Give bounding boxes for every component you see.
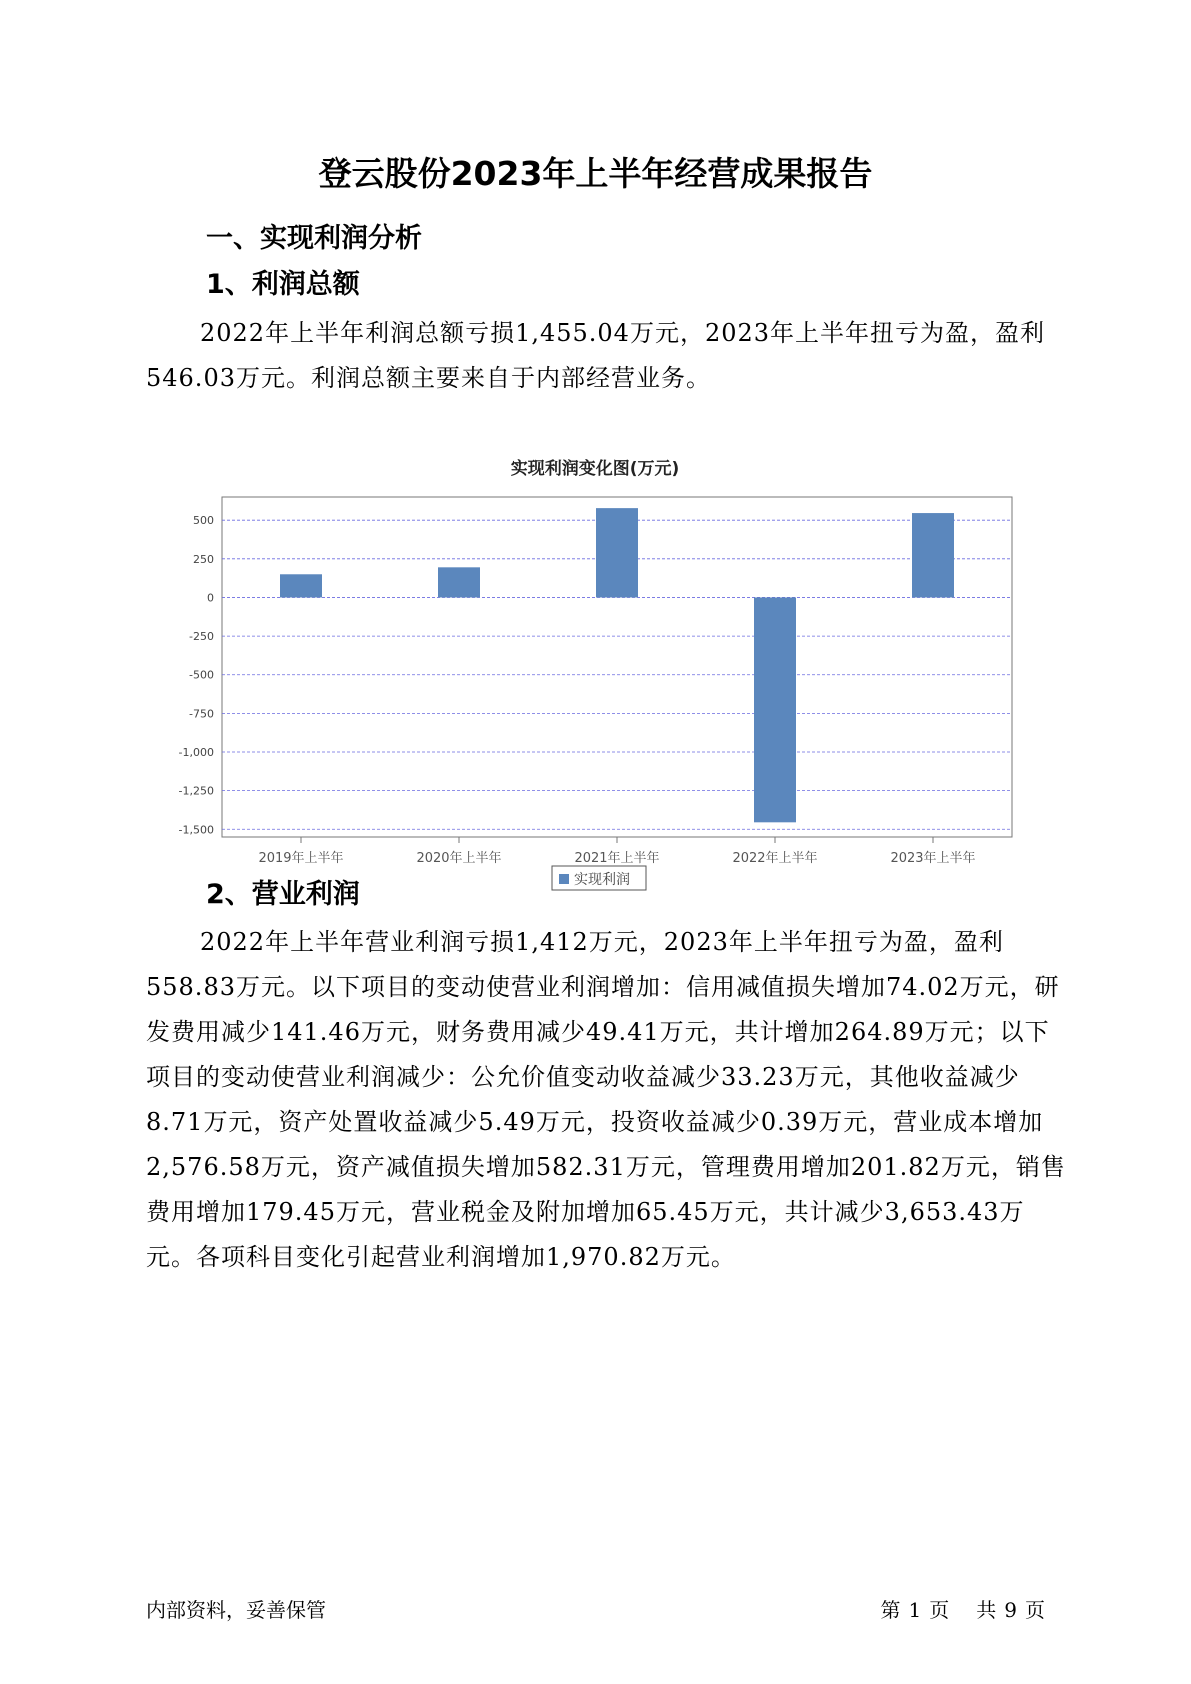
section-heading-profit-analysis: 一、实现利润分析 <box>206 223 422 254</box>
y-tick-label: 0 <box>207 591 214 605</box>
legend-swatch <box>559 874 569 884</box>
x-tick-label: 2019年上半年 <box>258 851 344 866</box>
bar <box>596 508 638 597</box>
y-tick-label: 500 <box>193 514 214 528</box>
y-tick-label: -1,500 <box>178 823 214 837</box>
legend <box>552 866 646 890</box>
bar <box>754 597 796 822</box>
y-tick-label: -500 <box>189 668 214 682</box>
chart-title: 实现利润变化图(万元) <box>510 459 680 479</box>
page-number: 1 <box>908 1598 922 1622</box>
y-tick-label: -1,000 <box>178 746 214 759</box>
x-tick-label: 2023年上半年 <box>890 851 976 866</box>
x-tick-label: 2021年上半年 <box>574 851 660 866</box>
footer-confidential-note: 内部资料，妥善保管 <box>146 1598 326 1622</box>
total-prefix: 共 <box>976 1598 997 1622</box>
paragraph-total-profit: 2022年上半年利润总额亏损1,455.04万元，2023年上半年扭亏为盈，盈利546.03万元。利润总额主要来自于内部经营业务。 <box>146 319 1046 392</box>
paragraph-operating-profit: 2022年上半年营业利润亏损1,412万元，2023年上半年扭亏为盈，盈利558.83万元。以下项目的变动使营业利润增加：信用减值损失增加74.02万元，研发费用减少141.46万元，财务费用减少49.41万元，共计增加264.89万元；以下项目的变动使营业利润减少：公允价值变动收益减少33.23万元，其他收益减少8.71万元，资产处置收益减少5.49万元，投资收益减少0.39万元，营业成本增加2,576.58万元，资产减值损失增加582.31万元，管理费用增加201.82万元，销售费用增加179.45万元，营业税金及附加增加65.45万元，共计减少3,653.43万元。各项科目变化引起营业利润增加1,970.82万元。 <box>146 928 1066 1271</box>
footer-page-info <box>876 1594 1049 1623</box>
bar <box>280 574 322 597</box>
document-title: 登云股份2023年上半年经营成果报告 <box>318 154 873 193</box>
x-tick-label: 2020年上半年 <box>416 851 502 866</box>
bar <box>912 513 954 597</box>
profit-bar-chart <box>160 448 1030 908</box>
page-prefix: 第 <box>880 1598 901 1622</box>
bar <box>438 567 480 597</box>
y-tick-label: -1,250 <box>178 784 214 798</box>
y-tick-label: -250 <box>189 630 214 644</box>
x-tick-label: 2022年上半年 <box>732 851 818 866</box>
y-tick-label: 250 <box>193 552 214 566</box>
total-pages: 9 <box>1004 1598 1017 1622</box>
y-axis-ticks <box>179 514 214 836</box>
subsection-heading-operating-profit: 2、营业利润 <box>206 879 360 910</box>
y-tick-label: -750 <box>189 707 214 721</box>
total-suffix: 页 <box>1025 1598 1045 1622</box>
x-axis-ticks <box>258 837 975 866</box>
page-suffix: 页 <box>929 1598 950 1622</box>
legend-label: 实现利润 <box>574 872 630 888</box>
subsection-heading-total-profit: 1、利润总额 <box>206 269 360 300</box>
